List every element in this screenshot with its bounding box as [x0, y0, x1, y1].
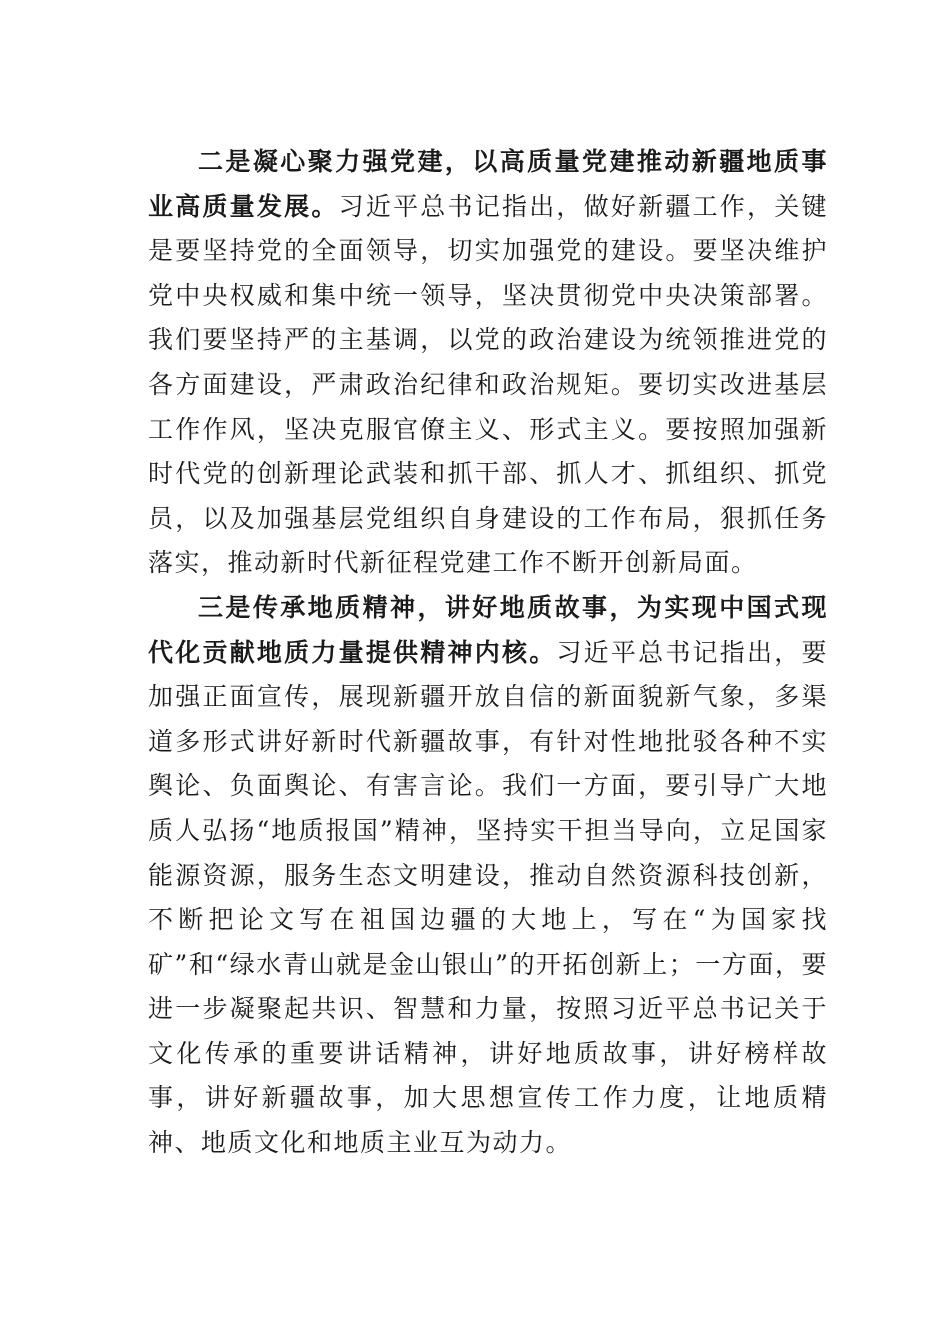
paragraph-lead: 三是传承地质精神，讲好地质故事，为实现中国式现代化贡献地质力量提供精神内核。: [148, 592, 828, 667]
paragraph-party-building: [148, 140, 828, 586]
paragraph-lead: 二是凝心聚力强党建，以高质量党建推动新疆地质事业高质量发展。: [148, 147, 828, 221]
document-body: [148, 140, 828, 1166]
paragraph-geology-spirit: [148, 586, 828, 1166]
paragraph-text: 习近平总书记指出，做好新疆工作，关键是要坚持党的全面领导，切实加强党的建设。要坚决维护党中央权威和集中统一领导，坚决贯彻党中央决策部署。我们要坚持严的主基调，以党的政治建设为统领推进党的各方面建设，严肃政治纪律和政治规矩。要切实改进基层工作作风，坚决克服官僚主义、形式主义。要按照加强新时代党的创新理论武装和抓干部、抓人才、抓组织、抓党员，以及加强基层党组织自身建设的工作布局，狠抓任务落实，推动新时代新征程党建工作不断开创新局面。: [148, 191, 828, 578]
paragraph-text: 习近平总书记指出，要加强正面宣传，展现新疆开放自信的新面貌新气象，多渠道多形式讲好新时代新疆故事，有针对性地批驳各种不实舆论、负面舆论、有害言论。我们一方面，要引导广大地质人弘扬“地质报国”精神，坚持实干担当导向，立足国家能源资源，服务生态文明建设，推动自然资源科技创新，不断把论文写在祖国边疆的大地上，写在“为国家找矿”和“绿水青山就是金山银山”的开拓创新上；一方面，要进一步凝聚起共识、智慧和力量，按照习近平总书记关于文化传承的重要讲话精神，讲好地质故事，讲好榜样故事，讲好新疆故事，加大思想宣传工作力度，让地质精神、地质文化和地质主业互为动力。: [148, 637, 828, 1158]
